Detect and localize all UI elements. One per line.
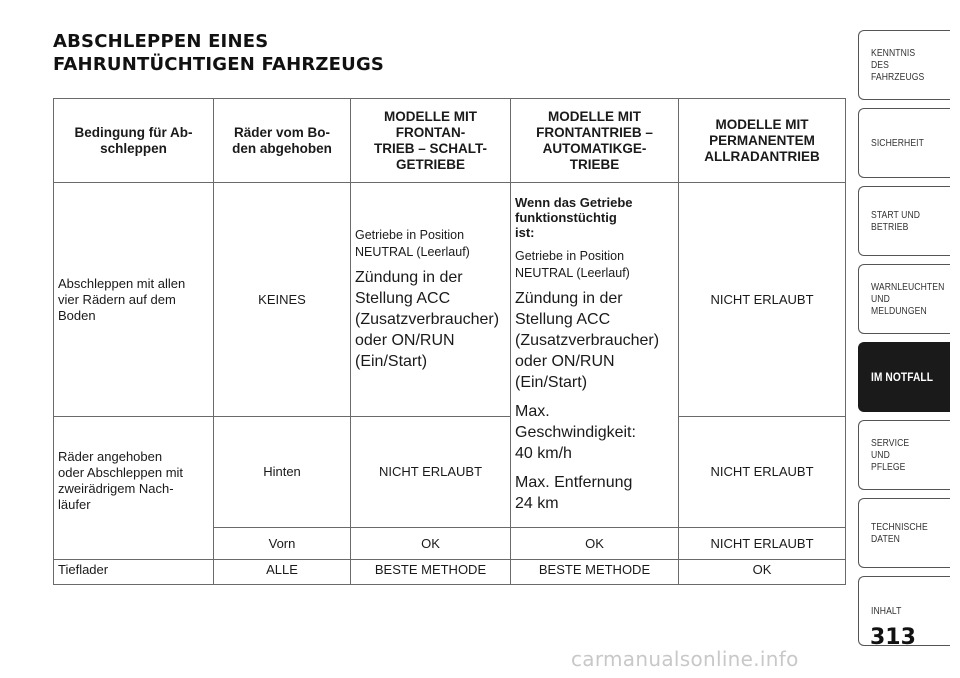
tab-label: KENNTNIS DES FAHRZEUGS — [871, 47, 925, 83]
tab-label: INHALT — [871, 605, 902, 617]
transmission-functional-note: Wenn das Getriebe funktionstüchtig ist: — [515, 195, 633, 241]
page-title — [53, 30, 384, 76]
page-number: 313 — [870, 625, 916, 650]
tab-sicherheit[interactable] — [858, 108, 950, 178]
ignition-note: Zündung in der Stellung ACC (Zusatzverbraucher) oder ON/RUN (Ein/Start) — [515, 290, 660, 392]
tab-label: IM NOTFALL — [871, 370, 934, 384]
tab-service-und-pflege[interactable] — [858, 420, 950, 490]
neutral-note: Getriebe in Position NEUTRAL (Leerlauf) — [515, 249, 630, 281]
max-distance-note: Max. Entfernung 24 km — [515, 474, 633, 513]
header-awd: MODELLE MIT PERMANENTEM ALLRADANTRIEB — [679, 99, 846, 183]
tab-label: SERVICE UND PFLEGE — [871, 437, 910, 473]
title-line-1: ABSCHLEPPEN EINES — [53, 31, 269, 52]
cell-awd-flatbed: OK — [679, 560, 846, 585]
tab-label: TECHNISCHE DATEN — [871, 521, 928, 545]
ignition-note: Zündung in der Stellung ACC (Zusatzverbraucher) oder ON/RUN (Ein/Start) — [355, 269, 500, 371]
cell-wheels-front: Vorn — [214, 527, 351, 560]
cell-condition-four-wheels: Abschleppen mit allen vier Rädern auf dem Boden — [54, 183, 214, 417]
cell-awd-four-wheels: NICHT ERLAUBT — [679, 183, 846, 417]
tab-kenntnis-des-fahrzeugs[interactable] — [858, 30, 950, 100]
tab-label: SICHERHEIT — [871, 137, 924, 149]
cell-wheels-all: ALLE — [214, 560, 351, 585]
cell-fwd-auto-conditions — [511, 183, 679, 528]
header-fwd-manual: MODELLE MIT FRONTAN- TRIEB – SCHALT- GETRIEBE — [351, 99, 511, 183]
tab-technische-daten[interactable] — [858, 498, 950, 568]
tab-label: WARNLEUCHTEN UND MELDUNGEN — [871, 281, 945, 317]
cell-condition-lifted: Räder angehoben oder Abschleppen mit zweirädrigem Nach- läufer — [54, 417, 214, 560]
tab-label: START UND BETRIEB — [871, 209, 921, 233]
tab-warnleuchten-und-meldungen[interactable] — [858, 264, 950, 334]
cell-fwd-manual-rear: NICHT ERLAUBT — [351, 417, 511, 527]
cell-fwd-auto-front: OK — [511, 527, 679, 560]
tab-im-notfall[interactable] — [858, 342, 950, 412]
cell-wheels-rear: Hinten — [214, 417, 351, 527]
cell-awd-rear: NICHT ERLAUBT — [679, 417, 846, 527]
tab-start-und-betrieb[interactable] — [858, 186, 950, 256]
cell-fwd-manual-front: OK — [351, 527, 511, 560]
neutral-note: Getriebe in Position NEUTRAL (Leerlauf) — [355, 228, 470, 260]
header-fwd-auto: MODELLE MIT FRONTANTRIEB – AUTOMATIKGE- TRIEBE — [511, 99, 679, 183]
table-row — [54, 417, 846, 527]
watermark: carmanualsonline.info — [571, 647, 799, 671]
cell-awd-front: NICHT ERLAUBT — [679, 527, 846, 560]
table-row — [54, 183, 846, 417]
chapter-sidebar — [858, 30, 950, 654]
towing-table — [53, 98, 846, 585]
table-header-row — [54, 99, 846, 183]
max-speed-note: Max. Geschwindigkeit: 40 km/h — [515, 403, 636, 463]
cell-fwd-manual-four-wheels — [351, 183, 511, 417]
header-condition: Bedingung für Ab- schleppen — [54, 99, 214, 183]
cell-fwd-auto-flatbed: BESTE METHODE — [511, 560, 679, 585]
table-row — [54, 560, 846, 585]
cell-fwd-manual-flatbed: BESTE METHODE — [351, 560, 511, 585]
title-line-2: FAHRUNTÜCHTIGEN FAHRZEUGS — [53, 54, 385, 75]
cell-wheels-none: KEINES — [214, 183, 351, 417]
cell-condition-flatbed: Tieflader — [54, 560, 214, 585]
header-wheels: Räder vom Bo- den abgehoben — [214, 99, 351, 183]
